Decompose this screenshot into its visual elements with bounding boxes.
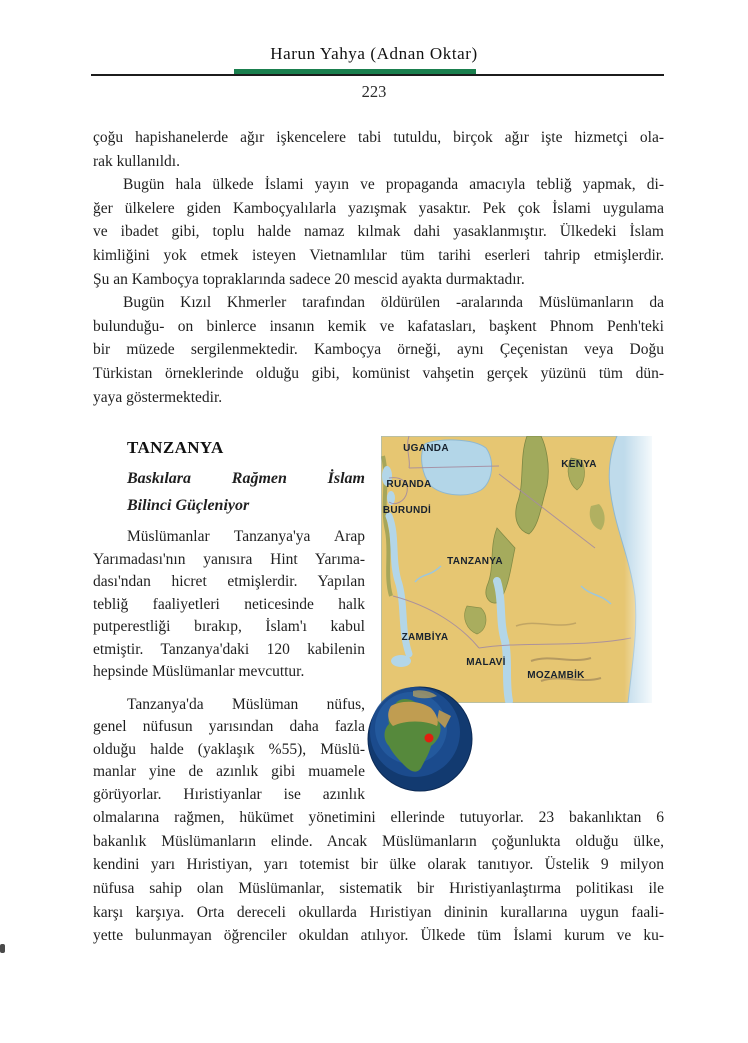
map-label-uganda: UGANDA bbox=[403, 443, 449, 455]
map-label-mozambik: MOZAMBİK bbox=[527, 670, 585, 682]
paragraph-tanzania-population: Tanzanya'da Müslüman nüfus, genel nüfusun yarısından daha fazla olduğu halde (yaklaşık %55), Müslü- manlar yine de azınlık gibi muamele görüyorlar. Hıristiyanlar ise azınlık bbox=[93, 695, 365, 803]
paragraph-cambodia-bans: Bugün hala ülkede İslami yayın ve propaganda amacıyla tebliğ yapmak, di- ğer ülkelere giden Kamboçyalılarla yazışmak yasaktır. Pek çok İslami uygulama ve ibadet gibi, toplu halde namaz kılmak dahi yasaklanmıştır. Ülkedeki İslam kimliğini yok etmek isteyen Vietnamlılar tüm tarihi eserleri tahrip etmişlerdir. Şu an Kamboçya topraklarında sadece 20 mescid ayakta durmaktadır. bbox=[93, 176, 664, 288]
globe-africa-image bbox=[367, 686, 473, 792]
page-body bbox=[93, 126, 664, 948]
scan-artifact-mark bbox=[0, 944, 5, 953]
paragraph-cambodia-prisons: çoğu hapishanelerde ağır işkencelere tabi tutuldu, birçok ağır işte hizmetçi ola- rak kullanıldı. bbox=[93, 129, 664, 170]
paragraph-tanzania-migration: Müslümanlar Tanzanya'ya Arap Yarımadası'nın yanısıra Hint Yarıma- dası'ndan hicret etmişlerdir. Yapılan tebliğ faaliyetleri neticesinde halk putperestliği bırakıp, İslam'ı kabul etmiştir. Tanzanya'daki 120 kabilenin hepsinde Müslümanlar mevcuttur. bbox=[93, 528, 365, 681]
map-label-tanzanya: TANZANYA bbox=[447, 556, 503, 568]
tanzania-marker-dot bbox=[425, 734, 434, 743]
map-label-malavi: MALAVİ bbox=[466, 657, 506, 669]
paragraph-khmer-museum: Bugün Kızıl Khmerler tarafından öldürülen -aralarında Müslümanların da bulunduğu- on binlerce insanın kemik ve kafatasları, başkent Phnom Penh'teki bir müzede sergilenmektedir. Kamboçya örneği, aynı Çeçenistan veya Doğu Türkistan örneklerinde olduğu gibi, komünist vahşetin gerçek yüzünü tüm dün- yaya göstermektedir. bbox=[93, 294, 664, 406]
section-subheading: Baskılara Rağmen İslam Bilinci Güçleniyor bbox=[127, 470, 365, 515]
map-label-burundi: BURUNDİ bbox=[382, 505, 432, 517]
header-rule-line bbox=[91, 74, 664, 76]
section-heading: TANZANYA bbox=[127, 438, 224, 458]
tanzania-section bbox=[93, 436, 664, 806]
running-header-title: Harun Yahya (Adnan Oktar) bbox=[270, 44, 478, 63]
page-number: 223 bbox=[361, 82, 387, 101]
map-label-zambiya: ZAMBİYA bbox=[401, 632, 449, 644]
map-figure bbox=[381, 436, 652, 806]
tanzania-text-column bbox=[93, 436, 365, 806]
paragraph-tanzania-government: olmalarına rağmen, hükümet yönetimini ellerinde tutuyorlar. 23 bakanlıktan 6 bakanlık Müslümanların elinde. Ancak Müslümanların çoğunlukta olduğu ülke, kendini yarı Hıristiyan, yarı totemist bir ülke olarak tanıtıyor. Üstelik 9 milyon nüfusa sahip olan Müslümanlar, sistematik bir Hıristiyanlaştırma politikası ile karşı karşıya. Orta dereceli okullarda Hıristiyan dininin kurallarına uygun faali- yette bulunmayan öğrenciler okuldan atılıyor. Ülkede tüm İslami kurum ve ku- bbox=[93, 809, 664, 945]
map-label-kenya: KENYA bbox=[561, 459, 597, 471]
east-africa-map bbox=[381, 436, 652, 703]
map-label-ruanda: RUANDA bbox=[386, 479, 432, 491]
